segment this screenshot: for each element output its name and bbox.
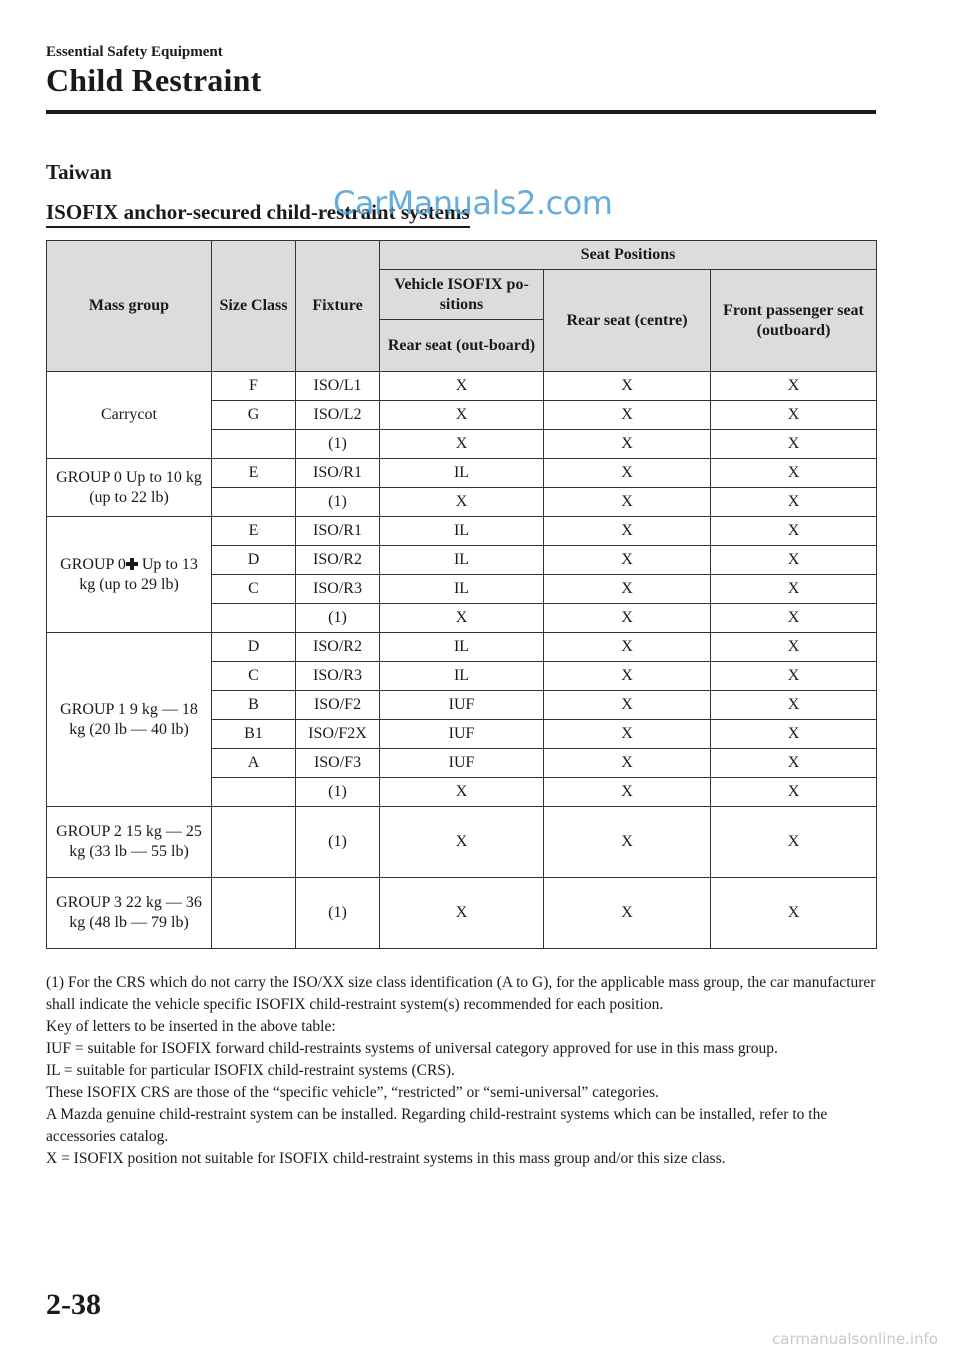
size-cell xyxy=(212,488,296,517)
size-cell: C xyxy=(212,662,296,691)
front-cell: X xyxy=(711,749,877,778)
fixture-cell: (1) xyxy=(296,778,380,807)
table-row xyxy=(47,517,877,546)
table-row xyxy=(47,878,877,949)
size-cell: G xyxy=(212,401,296,430)
size-cell: A xyxy=(212,749,296,778)
isofix-table xyxy=(46,240,877,949)
fixture-cell: ISO/R1 xyxy=(296,517,380,546)
size-cell xyxy=(212,430,296,459)
size-cell: B1 xyxy=(212,720,296,749)
outboard-cell: X xyxy=(380,878,544,949)
front-cell: X xyxy=(711,878,877,949)
centre-cell: X xyxy=(544,546,711,575)
front-cell: X xyxy=(711,720,877,749)
size-cell xyxy=(212,778,296,807)
outboard-cell: X xyxy=(380,604,544,633)
header-size-class: Size Class xyxy=(212,241,296,372)
mass-group-cell: GROUP 1 9 kg — 18 kg (20 lb — 40 lb) xyxy=(47,633,212,807)
size-cell: D xyxy=(212,633,296,662)
header-front-passenger: Front passenger seat (outboard) xyxy=(711,270,877,372)
header-rear-seat-outboard: Rear seat (out-board) xyxy=(380,320,544,372)
centre-cell: X xyxy=(544,488,711,517)
outboard-cell: IL xyxy=(380,517,544,546)
header-vehicle-isofix-positions: Vehicle ISOFIX po-sitions xyxy=(380,270,544,320)
fixture-cell: (1) xyxy=(296,430,380,459)
mass-group-cell: GROUP 3 22 kg — 36 kg (48 lb — 79 lb) xyxy=(47,878,212,949)
size-cell: D xyxy=(212,546,296,575)
chapter-title: Child Restraint xyxy=(46,62,262,98)
plus-icon xyxy=(126,558,138,570)
fixture-cell: ISO/R1 xyxy=(296,459,380,488)
note-iuf: IUF = suitable for ISOFIX forward child-restraints systems of universal category approved for use in this mass group. xyxy=(46,1040,778,1057)
front-cell: X xyxy=(711,575,877,604)
region-heading: Taiwan xyxy=(46,160,112,184)
note-footnote-1: (1) For the CRS which do not carry the ISO/XX size class identification (A to G), for the applicable mass group, the car manufacturer shall indicate the vehicle specific ISOFIX child-restraint system(s) recommended for each position. xyxy=(46,974,876,1013)
outboard-cell: IL xyxy=(380,546,544,575)
header-seat-positions: Seat Positions xyxy=(380,241,877,270)
fixture-cell: ISO/L1 xyxy=(296,372,380,401)
outboard-cell: X xyxy=(380,401,544,430)
table-row xyxy=(47,807,877,878)
outboard-cell: IL xyxy=(380,575,544,604)
table-row xyxy=(47,633,877,662)
front-cell: X xyxy=(711,546,877,575)
front-cell: X xyxy=(711,517,877,546)
centre-cell: X xyxy=(544,807,711,878)
note-x: X = ISOFIX position not suitable for ISOFIX child-restraint systems in this mass group and/or this size class. xyxy=(46,1150,726,1167)
size-cell: E xyxy=(212,517,296,546)
size-cell xyxy=(212,878,296,949)
fixture-cell: (1) xyxy=(296,807,380,878)
fixture-cell: (1) xyxy=(296,488,380,517)
size-cell xyxy=(212,807,296,878)
fixture-cell: ISO/R3 xyxy=(296,575,380,604)
fixture-cell: ISO/F2 xyxy=(296,691,380,720)
section-label: Essential Safety Equipment xyxy=(46,44,223,60)
fixture-cell: ISO/R3 xyxy=(296,662,380,691)
outboard-cell: X xyxy=(380,488,544,517)
size-cell: B xyxy=(212,691,296,720)
front-cell: X xyxy=(711,604,877,633)
front-cell: X xyxy=(711,430,877,459)
centre-cell: X xyxy=(544,662,711,691)
front-cell: X xyxy=(711,633,877,662)
title-rule xyxy=(46,110,876,114)
page-number: 2-38 xyxy=(46,1288,101,1321)
outboard-cell: X xyxy=(380,372,544,401)
centre-cell: X xyxy=(544,372,711,401)
outboard-cell: IUF xyxy=(380,691,544,720)
table-notes xyxy=(46,972,882,1170)
fixture-cell: ISO/F2X xyxy=(296,720,380,749)
fixture-cell: (1) xyxy=(296,878,380,949)
table-heading: ISOFIX anchor-secured child-restraint systems xyxy=(46,200,470,228)
centre-cell: X xyxy=(544,459,711,488)
front-cell: X xyxy=(711,807,877,878)
front-cell: X xyxy=(711,778,877,807)
front-cell: X xyxy=(711,459,877,488)
mass-group-cell: GROUP 0 Up to 10 kg (up to 22 lb) xyxy=(47,459,212,517)
size-cell: C xyxy=(212,575,296,604)
front-cell: X xyxy=(711,401,877,430)
note-il: IL = suitable for particular ISOFIX child-restraint systems (CRS). xyxy=(46,1062,455,1079)
outboard-cell: IUF xyxy=(380,720,544,749)
outboard-cell: IUF xyxy=(380,749,544,778)
centre-cell: X xyxy=(544,778,711,807)
front-cell: X xyxy=(711,691,877,720)
centre-cell: X xyxy=(544,430,711,459)
mass-group-cell: GROUP 2 15 kg — 25 kg (33 lb — 55 lb) xyxy=(47,807,212,878)
outboard-cell: IL xyxy=(380,459,544,488)
fixture-cell: ISO/L2 xyxy=(296,401,380,430)
centre-cell: X xyxy=(544,517,711,546)
centre-cell: X xyxy=(544,604,711,633)
fixture-cell: ISO/R2 xyxy=(296,546,380,575)
size-cell: E xyxy=(212,459,296,488)
table-row xyxy=(47,459,877,488)
outboard-cell: X xyxy=(380,430,544,459)
footer-watermark: carmanualsonline.info xyxy=(772,1330,938,1348)
note-key-intro: Key of letters to be inserted in the above table: xyxy=(46,1018,336,1035)
centre-cell: X xyxy=(544,878,711,949)
centre-cell: X xyxy=(544,633,711,662)
note-mazda-genuine: A Mazda genuine child-restraint system can be installed. Regarding child-restraint systems which can be installed, refer to the accessories catalog. xyxy=(46,1106,828,1145)
outboard-cell: X xyxy=(380,807,544,878)
front-cell: X xyxy=(711,488,877,517)
outboard-cell: X xyxy=(380,778,544,807)
centre-cell: X xyxy=(544,749,711,778)
header-fixture: Fixture xyxy=(296,241,380,372)
mass-group-cell xyxy=(47,517,212,633)
table-row xyxy=(47,372,877,401)
front-cell: X xyxy=(711,372,877,401)
header-rear-seat-centre: Rear seat (centre) xyxy=(544,270,711,372)
centre-cell: X xyxy=(544,691,711,720)
centre-cell: X xyxy=(544,720,711,749)
fixture-cell: ISO/F3 xyxy=(296,749,380,778)
group-name-suffix: Up to 13 kg (up to 29 lb) xyxy=(79,555,198,593)
size-cell: F xyxy=(212,372,296,401)
mass-group-cell: Carrycot xyxy=(47,372,212,459)
fixture-cell: ISO/R2 xyxy=(296,633,380,662)
centre-cell: X xyxy=(544,401,711,430)
note-crs-categories: These ISOFIX CRS are those of the “specific vehicle”, “restricted” or “semi-universal” categories. xyxy=(46,1084,659,1101)
outboard-cell: IL xyxy=(380,633,544,662)
watermark-logo: CarManuals2.com xyxy=(333,184,613,222)
size-cell xyxy=(212,604,296,633)
fixture-cell: (1) xyxy=(296,604,380,633)
group-name-prefix: GROUP 0 xyxy=(60,555,126,573)
outboard-cell: IL xyxy=(380,662,544,691)
centre-cell: X xyxy=(544,575,711,604)
front-cell: X xyxy=(711,662,877,691)
header-mass-group: Mass group xyxy=(47,241,212,372)
